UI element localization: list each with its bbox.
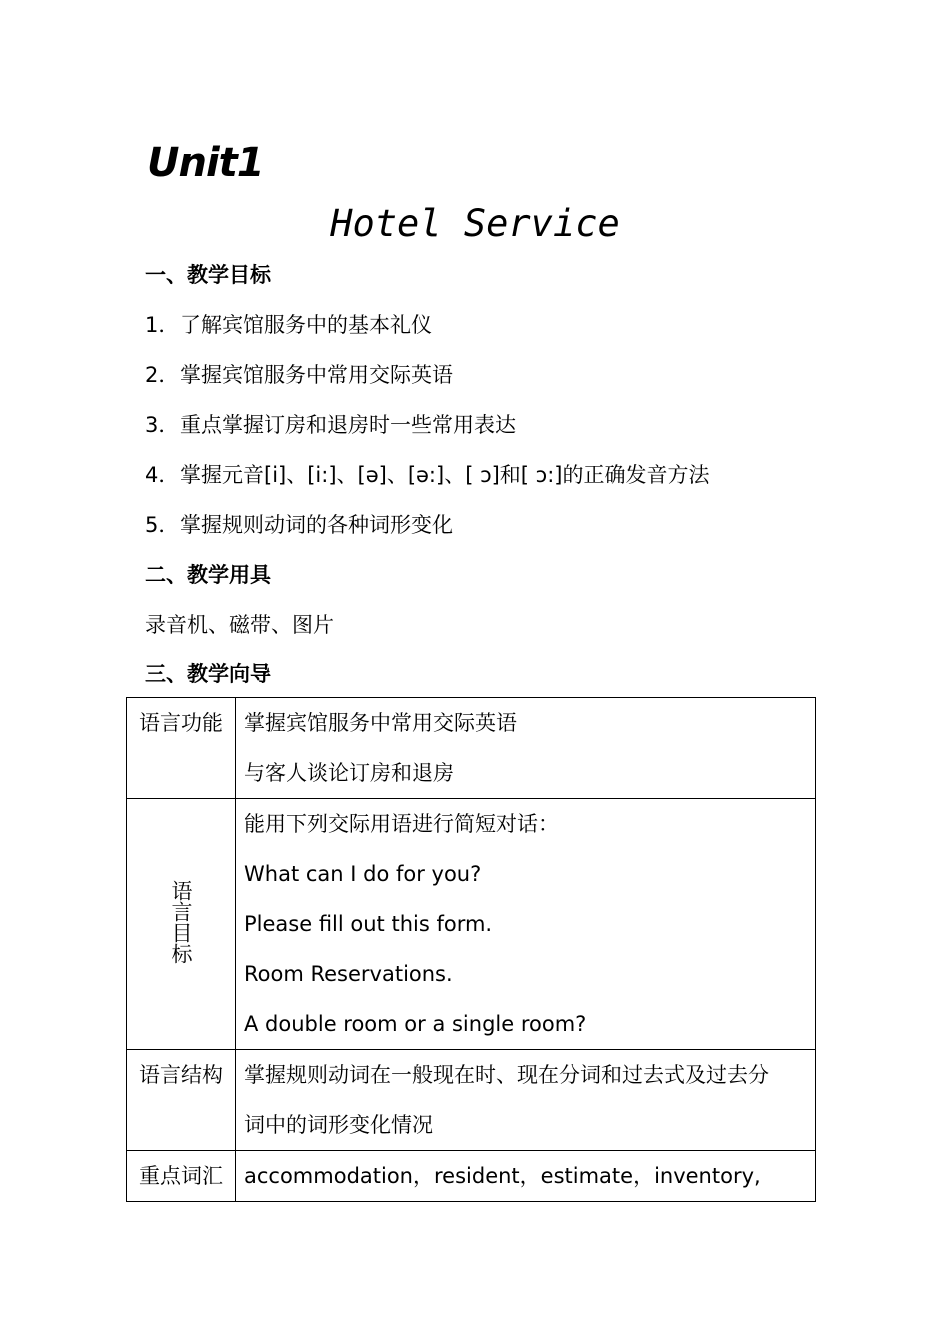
- objective-text: 掌握宾馆服务中常用交际英语: [180, 363, 453, 387]
- objective-item: [145, 310, 432, 340]
- row-content-line: accommodation，resident，estimate，inventory,: [244, 1164, 761, 1188]
- table-row: [127, 1151, 816, 1202]
- row-label-cell: [127, 1151, 236, 1202]
- objective-item: [145, 460, 709, 490]
- objective-number: 2．: [145, 363, 180, 387]
- row-content-line: 词中的词形变化情况: [244, 1113, 433, 1137]
- row-content-line: 掌握宾馆服务中常用交际英语: [244, 711, 517, 735]
- page-title: Hotel Service: [330, 202, 620, 245]
- objective-item: [145, 360, 453, 390]
- row-label: 语言目标: [169, 879, 193, 964]
- objective-text: 掌握规则动词的各种词形变化: [180, 513, 453, 537]
- row-content-cell: [236, 799, 816, 1050]
- row-content-cell: [236, 1050, 816, 1151]
- row-content-line: What can I do for you?: [244, 862, 482, 886]
- objective-item: [145, 510, 453, 540]
- row-label-cell: [127, 799, 236, 1050]
- row-label: 重点词汇: [139, 1164, 223, 1188]
- row-content-line: 与客人谈论订房和退房: [244, 761, 454, 785]
- table-row: [127, 698, 816, 799]
- objective-number: 1．: [145, 313, 180, 337]
- unit-title: Unit1: [147, 140, 264, 186]
- tools-text: 录音机、磁带、图片: [145, 613, 334, 637]
- objectives-heading: 一、教学目标: [145, 263, 271, 287]
- row-content-line: Room Reservations.: [244, 962, 453, 986]
- objective-text: 掌握元音[i]、[i:]、[ə]、[ə:]、[ ɔ]和[ ɔ:]的正确发音方法: [180, 463, 710, 487]
- teaching-guide-table: [126, 697, 816, 1202]
- objective-number: 5．: [145, 513, 180, 537]
- objective-number: 4．: [145, 463, 180, 487]
- row-content-cell: [236, 1151, 816, 1202]
- table-row: [127, 1050, 816, 1151]
- row-label-cell: [127, 1050, 236, 1151]
- row-content-line: 能用下列交际用语进行简短对话：: [244, 812, 559, 836]
- row-label: 语言功能: [139, 711, 223, 735]
- objective-number: 3．: [145, 413, 180, 437]
- row-content-line: A double room or a single room?: [244, 1012, 587, 1036]
- objective-text: 重点掌握订房和退房时一些常用表达: [180, 413, 516, 437]
- objective-text: 了解宾馆服务中的基本礼仪: [180, 313, 432, 337]
- guide-heading: 三、教学向导: [145, 662, 271, 686]
- row-label-cell: [127, 698, 236, 799]
- row-content-line: 掌握规则动词在一般现在时、现在分词和过去式及过去分: [244, 1063, 769, 1087]
- table-row: [127, 799, 816, 1050]
- tools-heading: 二、教学用具: [145, 563, 271, 587]
- row-label: 语言结构: [139, 1063, 223, 1087]
- row-content-line: Please fill out this form.: [244, 912, 493, 936]
- row-content-cell: [236, 698, 816, 799]
- objective-item: [145, 410, 516, 440]
